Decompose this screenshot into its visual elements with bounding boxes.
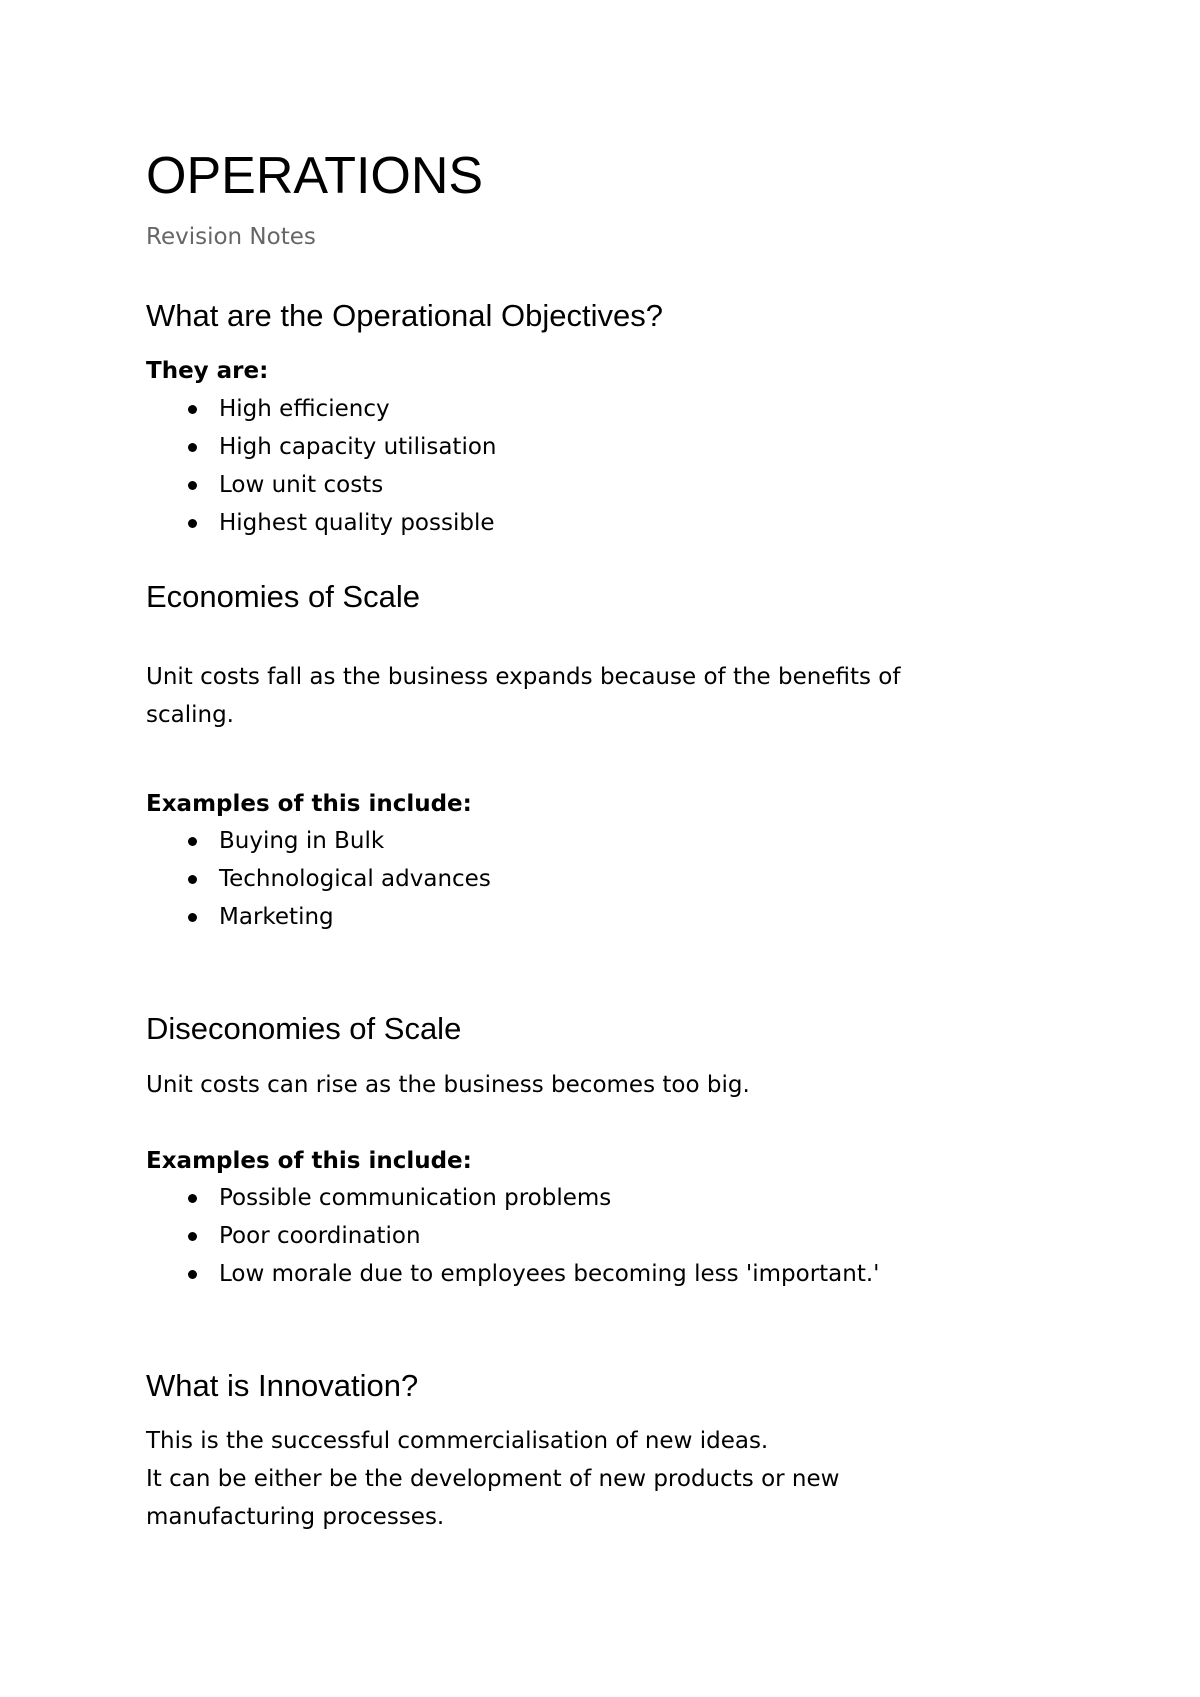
objectives-intro: They are: xyxy=(146,358,269,384)
list-item xyxy=(146,1217,880,1255)
document-subtitle: Revision Notes xyxy=(146,224,316,250)
bullet-icon xyxy=(188,913,197,922)
list-item xyxy=(146,822,491,860)
bullet-icon xyxy=(188,837,197,846)
list-item xyxy=(146,504,496,542)
list-item-text: Low unit costs xyxy=(219,472,384,498)
list-item xyxy=(146,1179,880,1217)
bullet-icon xyxy=(188,1232,197,1241)
economies-examples-list xyxy=(146,822,491,936)
list-item-text: High efficiency xyxy=(219,396,390,422)
list-item xyxy=(146,428,496,466)
heading-economies-of-scale: Economies of Scale xyxy=(146,579,420,614)
diseconomies-examples-list xyxy=(146,1179,880,1293)
innovation-body-line-2: It can be either be the development of new products or new xyxy=(146,1466,840,1492)
innovation-body-line-3: manufacturing processes. xyxy=(146,1504,445,1530)
list-item-text: Highest quality possible xyxy=(219,510,495,536)
heading-operational-objectives: What are the Operational Objectives? xyxy=(146,298,663,333)
list-item-text: Marketing xyxy=(219,904,334,930)
list-item xyxy=(146,390,496,428)
list-item xyxy=(146,1255,880,1293)
list-item-text: Technological advances xyxy=(219,866,491,892)
heading-what-is-innovation: What is Innovation? xyxy=(146,1368,419,1403)
list-item-text: Possible communication problems xyxy=(219,1185,612,1211)
list-item-text: Poor coordination xyxy=(219,1223,421,1249)
bullet-icon xyxy=(188,1194,197,1203)
bullet-icon xyxy=(188,875,197,884)
bullet-icon xyxy=(188,519,197,528)
innovation-body-line-1: This is the successful commercialisation of new ideas. xyxy=(146,1428,769,1454)
economies-body-line-1: Unit costs fall as the business expands because of the benefits of xyxy=(146,664,901,690)
bullet-icon xyxy=(188,481,197,490)
list-item-text: Low morale due to employees becoming less 'important.' xyxy=(219,1261,880,1287)
objectives-list xyxy=(146,390,496,542)
diseconomies-body: Unit costs can rise as the business becomes too big. xyxy=(146,1072,750,1098)
bullet-icon xyxy=(188,443,197,452)
list-item xyxy=(146,898,491,936)
list-item xyxy=(146,466,496,504)
economies-body-line-2: scaling. xyxy=(146,702,234,728)
economies-examples-label: Examples of this include: xyxy=(146,791,472,817)
list-item-text: Buying in Bulk xyxy=(219,828,385,854)
document-title: OPERATIONS xyxy=(146,147,484,205)
heading-diseconomies-of-scale: Diseconomies of Scale xyxy=(146,1011,462,1046)
bullet-icon xyxy=(188,405,197,414)
diseconomies-examples-label: Examples of this include: xyxy=(146,1148,472,1174)
list-item xyxy=(146,860,491,898)
bullet-icon xyxy=(188,1270,197,1279)
list-item-text: High capacity utilisation xyxy=(219,434,497,460)
